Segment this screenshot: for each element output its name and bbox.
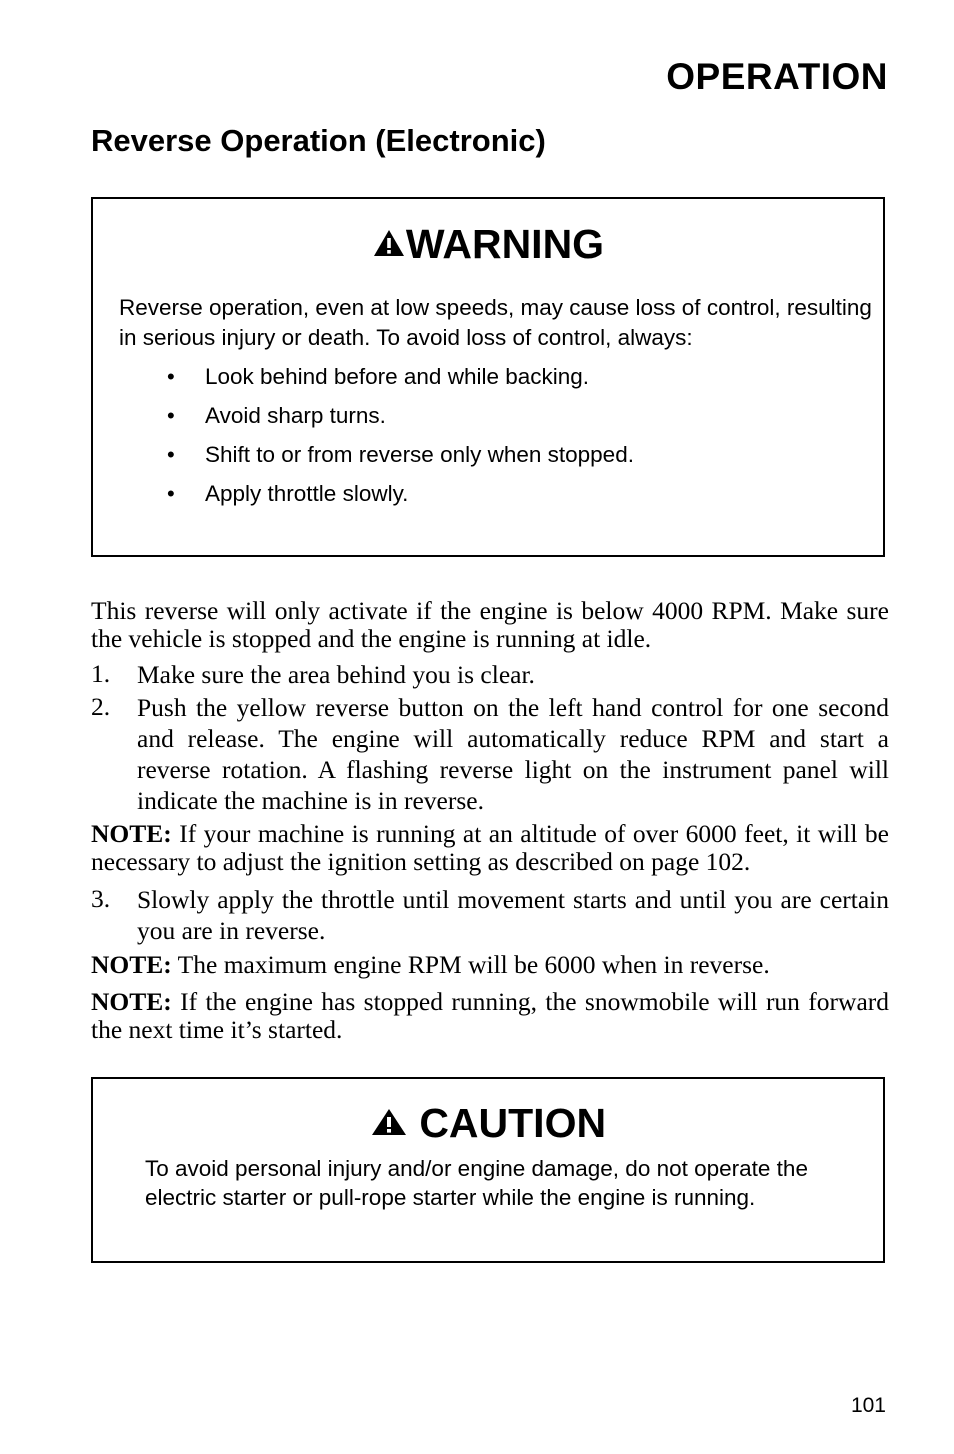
note-paragraph bbox=[91, 951, 889, 979]
step-text: Slowly apply the throttle until movement starts and until you are certain you are in reverse. bbox=[137, 885, 889, 945]
warning-heading bbox=[93, 221, 883, 268]
caution-text: To avoid personal injury and/or engine damage, do not operate the electric starter or pull-rope starter while the engine is running. bbox=[145, 1156, 808, 1210]
warning-triangle-icon bbox=[372, 228, 406, 258]
bullet-icon: • bbox=[167, 481, 175, 506]
warning-intro: Reverse operation, even at low speeds, may cause loss of control, resulting in serious injury or death. To avoid loss of control, always: bbox=[119, 295, 872, 350]
caution-heading-text: CAUTION bbox=[419, 1100, 607, 1146]
step-number: 1. bbox=[91, 659, 111, 688]
warning-bullet-item bbox=[93, 481, 793, 511]
warning-bullet-item bbox=[93, 403, 793, 433]
warning-heading-text: WARNING bbox=[405, 221, 605, 267]
bullet-icon: • bbox=[167, 442, 175, 467]
section-header: OPERATION bbox=[666, 56, 888, 97]
page-number: 101 bbox=[850, 1394, 886, 1417]
bullet-text: Apply throttle slowly. bbox=[205, 481, 409, 506]
caution-heading bbox=[93, 1100, 883, 1147]
note-text: If your machine is running at an altitude of over 6000 feet, it will be necessary to adjust the ignition setting as described on page 102. bbox=[91, 819, 889, 876]
intro-paragraph: This reverse will only activate if the engine is below 4000 RPM. Make sure the vehicle is stopped and the engine is running at idle. bbox=[91, 596, 889, 653]
note-label: NOTE: bbox=[91, 987, 172, 1016]
step-text: Push the yellow reverse button on the left hand control for one second and release. The engine will automatically reduce RPM and start a reverse rotation. A flashing reverse light on the instrument panel will indicate the machine is in reverse. bbox=[137, 693, 889, 815]
bullet-icon: • bbox=[167, 403, 175, 428]
note-label: NOTE: bbox=[91, 819, 172, 848]
bullet-text: Avoid sharp turns. bbox=[205, 403, 386, 428]
caution-triangle-icon bbox=[370, 1107, 408, 1137]
bullet-text: Shift to or from reverse only when stopped. bbox=[205, 442, 634, 467]
warning-box bbox=[91, 197, 885, 557]
caution-box bbox=[91, 1077, 885, 1263]
section-title: Reverse Operation (Electronic) bbox=[91, 123, 546, 158]
step-number: 2. bbox=[91, 692, 111, 721]
step-text: Make sure the area behind you is clear. bbox=[137, 660, 535, 689]
bullet-text: Look behind before and while backing. bbox=[205, 364, 590, 389]
note-text: The maximum engine RPM will be 6000 when in reverse. bbox=[171, 950, 770, 979]
note-label: NOTE: bbox=[91, 950, 172, 979]
warning-bullet-item bbox=[93, 364, 793, 394]
step-number: 3. bbox=[91, 884, 111, 913]
bullet-icon: • bbox=[167, 364, 175, 389]
note-paragraph bbox=[91, 988, 889, 1044]
note-paragraph bbox=[91, 820, 889, 876]
warning-bullet-item bbox=[93, 442, 793, 472]
note-text: If the engine has stopped running, the snowmobile will run forward the next time it’s started. bbox=[91, 987, 889, 1044]
